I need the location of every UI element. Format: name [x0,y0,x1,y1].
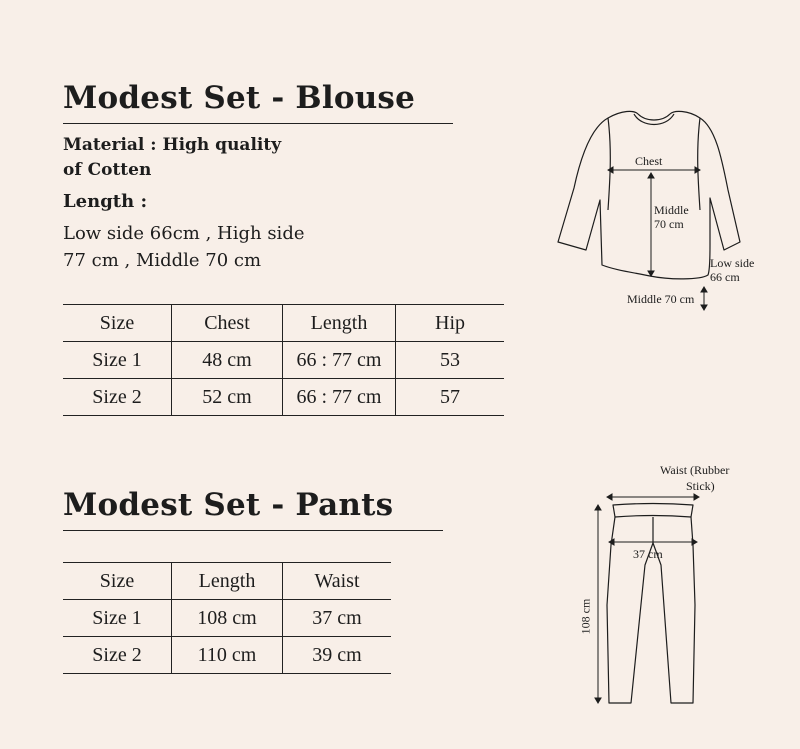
waist-top-arrow [607,494,699,500]
table-cell: 66 : 77 cm [283,379,396,416]
table-row [63,600,391,637]
material-line-1: Material : High quality [63,135,282,155]
table-header-row [63,563,391,600]
table-row [63,379,504,416]
header-cell: Size [63,305,172,342]
header-cell: Size [63,563,172,600]
material-line-2: of Cotten [63,160,152,180]
header-cell: Length [172,563,283,600]
table-cell: 53 [396,342,505,379]
table-cell: 48 cm [172,342,283,379]
waist-value-label: 37 cm [633,547,663,561]
low-side-label-line2: 66 cm [710,270,740,284]
header-cell: Hip [396,305,505,342]
blouse-title: Modest Set - Blouse [63,80,416,116]
table-cell: 52 cm [172,379,283,416]
pants-diagram [585,485,725,710]
blouse-outline [558,111,740,279]
middle-label-line2: 70 cm [654,217,684,231]
table-cell: Size 2 [63,637,172,674]
table-cell: 57 [396,379,505,416]
blouse-title-underline [63,123,453,124]
header-cell: Waist [283,563,392,600]
table-cell: 108 cm [172,600,283,637]
table-cell: Size 2 [63,379,172,416]
low-side-label-line1: Low side [710,256,755,270]
table-cell: Size 1 [63,600,172,637]
table-cell: 39 cm [283,637,392,674]
table-header-row [63,305,504,342]
table-cell: Size 1 [63,342,172,379]
waist-label-line2: Stick) [686,479,715,493]
table-cell: 37 cm [283,600,392,637]
pants-title-underline [63,530,443,531]
table-cell: 66 : 77 cm [283,342,396,379]
pants-outline [607,517,695,703]
length-arrow [595,505,601,703]
table-row [63,342,504,379]
pants-size-table [63,562,391,674]
middle-bottom-label: Middle 70 cm [627,292,695,306]
header-cell: Length [283,305,396,342]
length-line-1: Low side 66cm , High side [63,223,305,244]
length-line-2: 77 cm , Middle 70 cm [63,250,262,271]
table-cell: 110 cm [172,637,283,674]
bottom-small-arrow [701,287,707,310]
waist-label-line1: Waist (Rubber [660,463,730,477]
blouse-size-table [63,304,504,416]
header-cell: Chest [172,305,283,342]
length-value-label: 108 cm [578,598,593,635]
middle-label-line1: Middle [654,203,689,217]
chest-label: Chest [635,154,663,168]
pants-title: Modest Set - Pants [63,487,394,523]
pants-waistband [613,504,693,518]
length-label: Length : [63,191,148,212]
table-row [63,637,391,674]
